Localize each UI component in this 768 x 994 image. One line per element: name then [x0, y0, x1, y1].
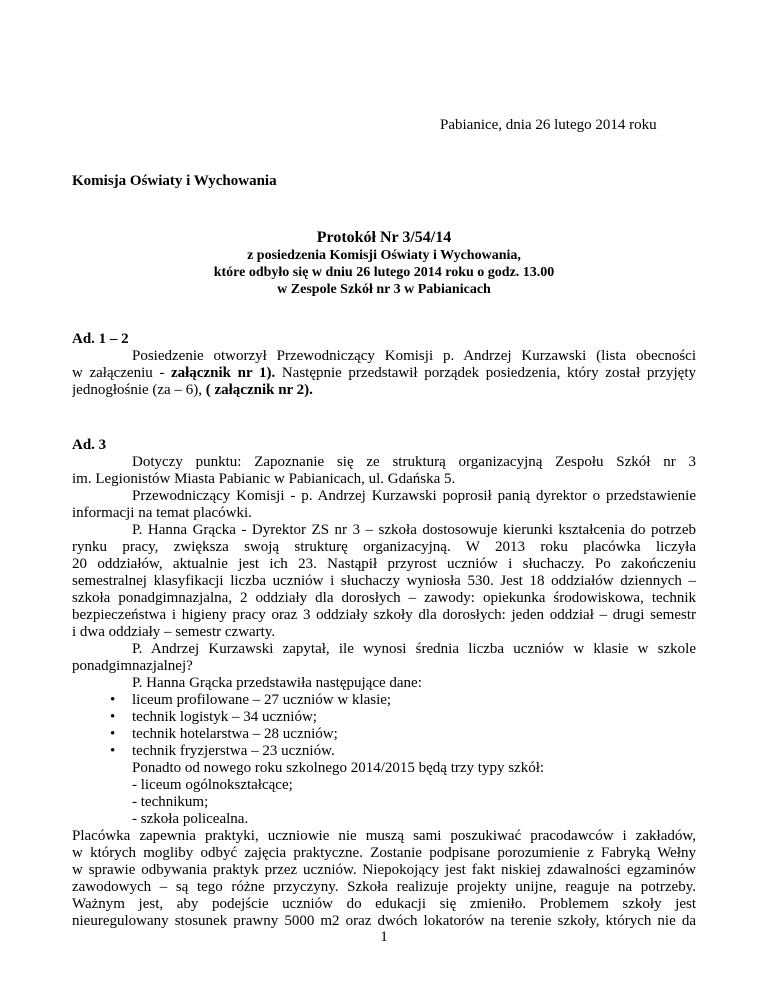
paragraph-line: [72, 365, 696, 382]
protocol-title-block: [72, 228, 696, 298]
paragraph-line: im. Legionistów Miasta Pabianic w Pabianicach, ul. Gdańska 5.: [72, 471, 456, 487]
list-item-text: technik logistyk – 34 uczniów;: [132, 709, 317, 725]
attachment-ref: ( załącznik nr 2).: [205, 382, 313, 398]
paragraph-line: - technikum;: [132, 794, 209, 810]
paragraph-line: nieuregulowany stosunek prawny 5000 m2 oraz dwóch lokatorów na terenie szkoły, których nie da: [72, 913, 696, 929]
text-span: w załączeniu -: [72, 365, 171, 381]
section-heading: Ad. 1 – 2: [72, 331, 129, 347]
list-item: [72, 709, 696, 726]
page-number: 1: [380, 929, 388, 945]
paragraph-line: ponadgimnazjalnej?: [72, 658, 193, 674]
protocol-subtitle-1: z posiedzenia Komisji Oświaty i Wychowania,: [247, 248, 521, 263]
list-item-text: technik fryzjerstwa – 23 uczniów.: [132, 743, 335, 759]
bullet-icon: •: [110, 743, 116, 759]
bullet-icon: •: [110, 692, 116, 708]
paragraph-line: - liceum ogólnokształcące;: [132, 777, 293, 793]
section-heading: Ad. 3: [72, 437, 107, 453]
text-span: jednogłośnie (za – 6),: [72, 382, 206, 398]
paragraph-line: P. Hanna Grącka - Dyrektor ZS nr 3 – szkoła dostosowuje kierunki kształcenia do potrzeb: [132, 522, 696, 538]
paragraph-line: Ważnym jest, aby podejście uczniów do edukacji się zmieniło. Problemem szkoły jest: [72, 896, 696, 912]
paragraph-line: informacji na temat placówki.: [72, 505, 252, 521]
paragraph-line: w sprawie odbywania praktyk przez uczniów. Niepokojący jest fakt niskiej zdawalności egzaminów: [72, 862, 696, 878]
paragraph-line: [72, 382, 696, 399]
paragraph-line: semestralnej klasyfikacji liczba uczniów i słuchaczy wyniosła 530. Jest 18 oddziałów dziennych –: [72, 573, 696, 589]
paragraph-line: P. Hanna Grącka przedstawiła następujące dane:: [132, 675, 422, 691]
section-ad-3: [72, 437, 696, 930]
date-line: Pabianice, dnia 26 lutego 2014 roku: [440, 117, 657, 133]
list-item-text: liceum profilowane – 27 uczniów w klasie;: [132, 692, 392, 708]
paragraph-line: szkoła ponadgimnazjalna, 2 oddziały dla dorosłych – zawody: opiekunka środowiskowa, technik: [72, 590, 696, 606]
bullet-icon: •: [110, 726, 116, 742]
paragraph-line: P. Andrzej Kurzawski zapytał, ile wynosi średnia liczba uczniów w klasie w szkole: [132, 641, 696, 657]
list-item: [72, 726, 696, 743]
paragraph-line: Ponadto od nowego roku szkolnego 2014/2015 będą trzy typy szkół:: [132, 760, 545, 776]
paragraph-line: Placówka zapewnia praktyki, uczniowie nie muszą sami poszukiwać pracodawców i zakładów,: [72, 828, 696, 844]
paragraph-line: bezpieczeństwa i higieny pracy oraz 3 oddziały szkoły dla dorosłych: jeden oddział – drugi semestr: [72, 607, 696, 623]
paragraph-line: Dotyczy punktu: Zapoznanie się ze strukturą organizacyjną Zespołu Szkół nr 3: [132, 454, 696, 470]
bullet-icon: •: [110, 709, 116, 725]
protocol-subtitle-3: w Zespole Szkół nr 3 w Pabianicach: [277, 282, 491, 297]
protocol-title: Protokół Nr 3/54/14: [316, 229, 452, 246]
paragraph-line: 20 oddziałów, aktualnie jest ich 23. Nastąpił przyrost uczniów i słuchaczy. Po zakończeniu: [72, 556, 696, 572]
attachment-ref: załącznik nr 1).: [170, 365, 276, 381]
list-item-text: technik hotelarstwa – 28 uczniów;: [132, 726, 338, 742]
paragraph-line: Przewodniczący Komisji - p. Andrzej Kurzawski poprosił panią dyrektor o przedstawienie: [132, 488, 696, 504]
committee-name: Komisja Oświaty i Wychowania: [72, 173, 277, 189]
list-item: [72, 692, 696, 709]
paragraph-line: - szkoła policealna.: [132, 811, 249, 827]
paragraph-line: rynku pracy, zwiększa swoją strukturę organizacyjną. W 2013 roku placówka liczyła: [72, 539, 696, 555]
section-ad-1-2: [72, 331, 696, 399]
paragraph-line: zawodowych – są tego różne przyczyny. Szkoła realizuje projekty unijne, reaguje na potrzeby.: [72, 879, 696, 895]
paragraph-line: i dwa oddziały – semestr czwarty.: [72, 624, 276, 640]
protocol-subtitle-2: które odbyło się w dniu 26 lutego 2014 roku o godz. 13.00: [213, 265, 555, 280]
list-item: [72, 743, 696, 760]
text-span: Następnie przedstawił porządek posiedzenia, który został przyjęty: [275, 365, 696, 381]
paragraph-line: w których mogliby odbyć zajęcia praktyczne. Zostanie podpisane porozumienie z Fabryką Wełny: [72, 845, 696, 861]
paragraph-line: Posiedzenie otworzył Przewodniczący Komisji p. Andrzej Kurzawski (lista obecności: [132, 348, 696, 364]
